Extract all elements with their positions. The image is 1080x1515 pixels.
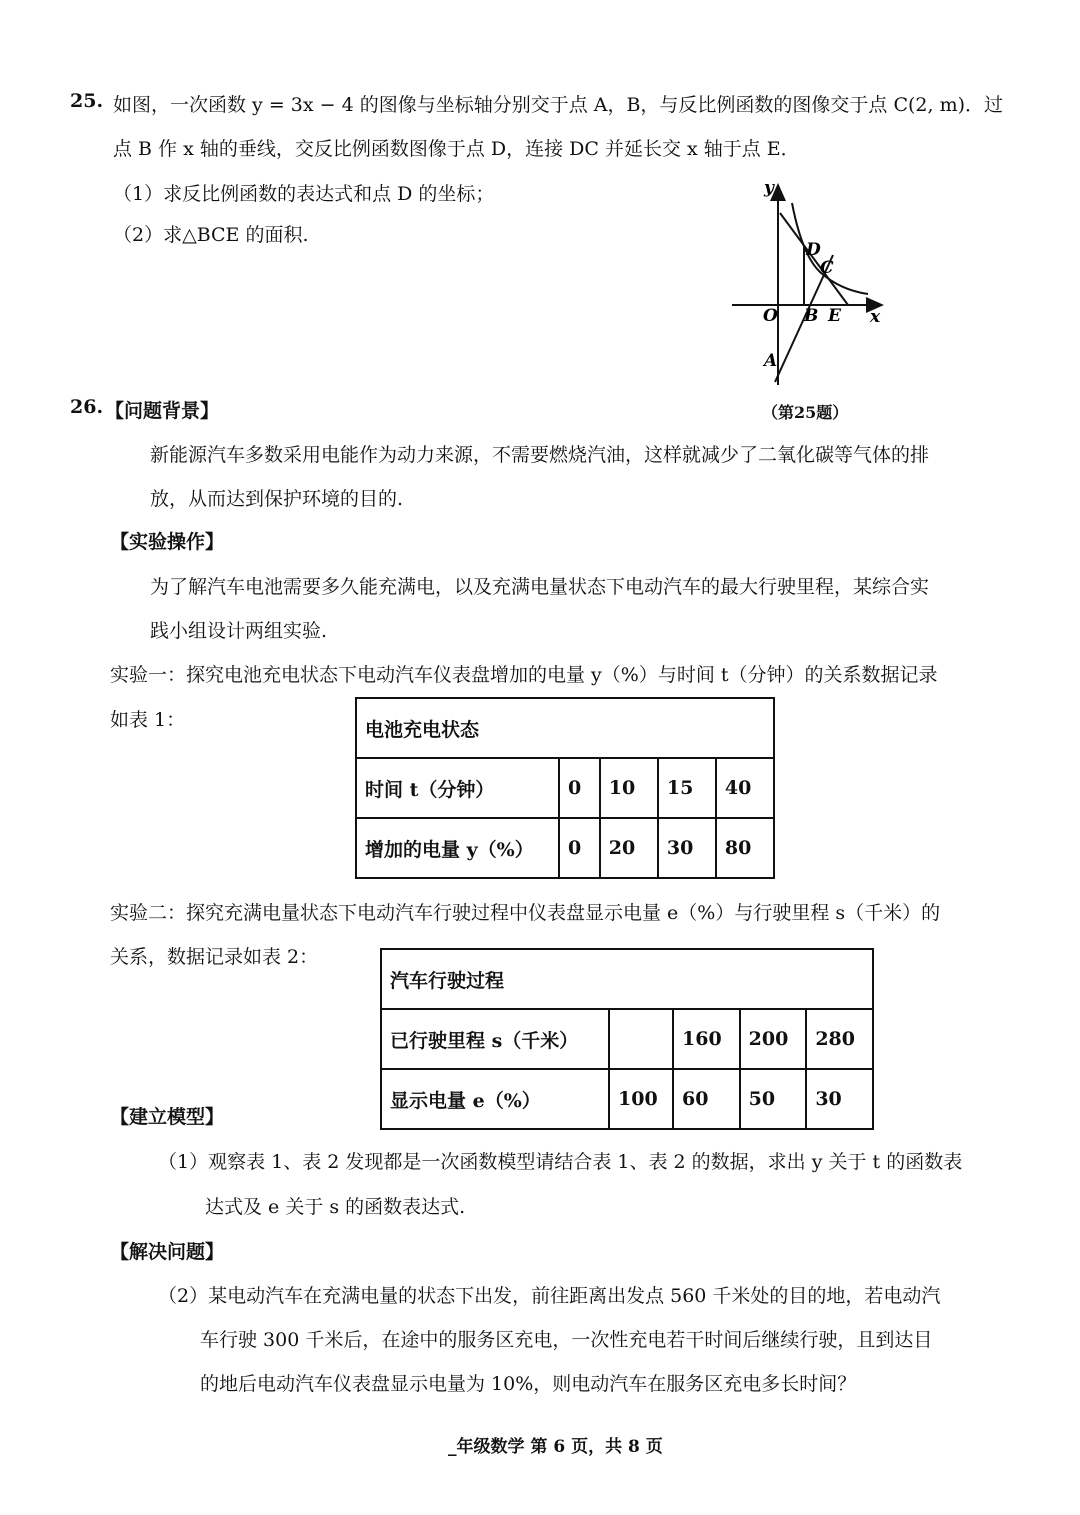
table-2-cell: 160 bbox=[673, 1009, 740, 1069]
q26-solve-line3: 的地后电动汽车仪表盘显示电量为 10%，则电动汽车在服务区充电多长时间？ bbox=[200, 1373, 857, 1395]
table-1-row-charge bbox=[356, 818, 774, 878]
q25-stem-line2: 点 B 作 x 轴的垂线，交反比例函数图像于点 D，连接 DC 并延长交 x 轴于点 E． bbox=[113, 138, 800, 160]
table-1-cell: 20 bbox=[600, 818, 658, 878]
q26-solve-line1: （2）某电动汽车在充满电量的状态下出发，前往距离出发点 560 千米处的目的地，若电动汽 bbox=[158, 1285, 941, 1307]
label-b: B bbox=[804, 306, 819, 326]
table-2-row-distance bbox=[381, 1009, 873, 1069]
table-2-cell: 280 bbox=[806, 1009, 873, 1069]
q26-model-heading: 【建立模型】 bbox=[110, 1106, 225, 1128]
table-2 bbox=[380, 948, 874, 1130]
q25-stem-line1: 如图，一次函数 y = 3x − 4 的图像与坐标轴分别交于点 A，B，与反比例函数的图像交于点 C(2, m)．过 bbox=[113, 94, 1004, 116]
table-2-row-charge bbox=[381, 1069, 873, 1129]
q26-model-line2: 达式及 e 关于 s 的函数表达式. bbox=[205, 1196, 466, 1218]
q26-experiment-line2: 践小组设计两组实验. bbox=[150, 620, 328, 642]
q26-model-line1: （1）观察表 1、表 2 发现都是一次函数模型请结合表 1、表 2 的数据，求出 y 关于 t 的函数表 bbox=[158, 1151, 963, 1173]
q26-experiment-line1: 为了解汽车电池需要多久能充满电，以及充满电量状态下电动汽车的最大行驶里程，某综合实 bbox=[150, 576, 930, 598]
q26-solve-heading: 【解决问题】 bbox=[110, 1241, 225, 1263]
q26-exp2-line2: 关系，数据记录如表 2： bbox=[110, 946, 319, 968]
q26-exp1-line1: 实验一：探究电池充电状态下电动汽车仪表盘增加的电量 y（%）与时间 t（分钟）的关系数据记录 bbox=[110, 664, 938, 686]
table-1-charge-label: 增加的电量 y（%） bbox=[356, 818, 559, 878]
table-2-cell: 100 bbox=[609, 1069, 673, 1129]
table-2-title: 汽车行驶过程 bbox=[381, 949, 873, 1009]
q25-number: 25. bbox=[70, 90, 104, 112]
q25-figure-caption: （第25题） bbox=[762, 403, 849, 422]
label-a: A bbox=[764, 351, 778, 371]
table-1-row-time bbox=[356, 758, 774, 818]
table-1-title: 电池充电状态 bbox=[356, 698, 774, 758]
q26-background-line1: 新能源汽车多数采用电能作为动力来源，不需要燃烧汽油，这样就减少了二氧化碳等气体的排 bbox=[150, 444, 930, 466]
table-1-cell: 10 bbox=[600, 758, 658, 818]
q26-experiment-heading: 【实验操作】 bbox=[110, 531, 225, 553]
q26-exp1-line2: 如表 1： bbox=[110, 709, 186, 731]
q25-part1: （1）求反比例函数的表达式和点 D 的坐标； bbox=[113, 183, 495, 205]
q26-exp2-line1: 实验二：探究充满电量状态下电动汽车行驶过程中仪表盘显示电量 e（%）与行驶里程 s（千米）的 bbox=[110, 902, 941, 924]
table-1-cell: 30 bbox=[658, 818, 716, 878]
q26-number: 26. bbox=[70, 396, 104, 418]
table-1-cell: 80 bbox=[716, 818, 774, 878]
label-e: E bbox=[828, 306, 841, 326]
q25-part2: （2）求△BCE 的面积. bbox=[113, 224, 309, 246]
table-2-distance-label: 已行驶里程 s（千米） bbox=[381, 1009, 609, 1069]
table-1 bbox=[355, 697, 775, 879]
q26-solve-line2: 车行驶 300 千米后，在途中的服务区充电，一次性充电若干时间后继续行驶，且到达目 bbox=[200, 1329, 933, 1351]
label-c: C bbox=[820, 258, 834, 278]
q26-background-heading: 【问题背景】 bbox=[105, 400, 220, 422]
table-2-cell: 30 bbox=[806, 1069, 873, 1129]
page-footer: _年级数学 第 6 页，共 8 页 bbox=[448, 1437, 663, 1457]
table-1-cell: 0 bbox=[559, 818, 600, 878]
table-1-cell: 15 bbox=[658, 758, 716, 818]
label-o: O bbox=[763, 306, 778, 326]
table-2-cell: 60 bbox=[673, 1069, 740, 1129]
q26-background-line2: 放，从而达到保护环境的目的. bbox=[150, 488, 404, 510]
table-1-time-label: 时间 t（分钟） bbox=[356, 758, 559, 818]
table-2-cell: 200 bbox=[740, 1009, 807, 1069]
q25-figure bbox=[720, 175, 895, 390]
table-2-title-row bbox=[381, 949, 873, 1009]
table-1-cell: 0 bbox=[559, 758, 600, 818]
table-2-charge-label: 显示电量 e（%） bbox=[381, 1069, 609, 1129]
label-x: x bbox=[870, 307, 881, 327]
label-y: y bbox=[764, 178, 774, 198]
table-1-title-row bbox=[356, 698, 774, 758]
table-2-cell: 50 bbox=[740, 1069, 807, 1129]
label-d: D bbox=[806, 240, 821, 260]
table-1-cell: 40 bbox=[716, 758, 774, 818]
table-2-cell bbox=[609, 1009, 673, 1069]
